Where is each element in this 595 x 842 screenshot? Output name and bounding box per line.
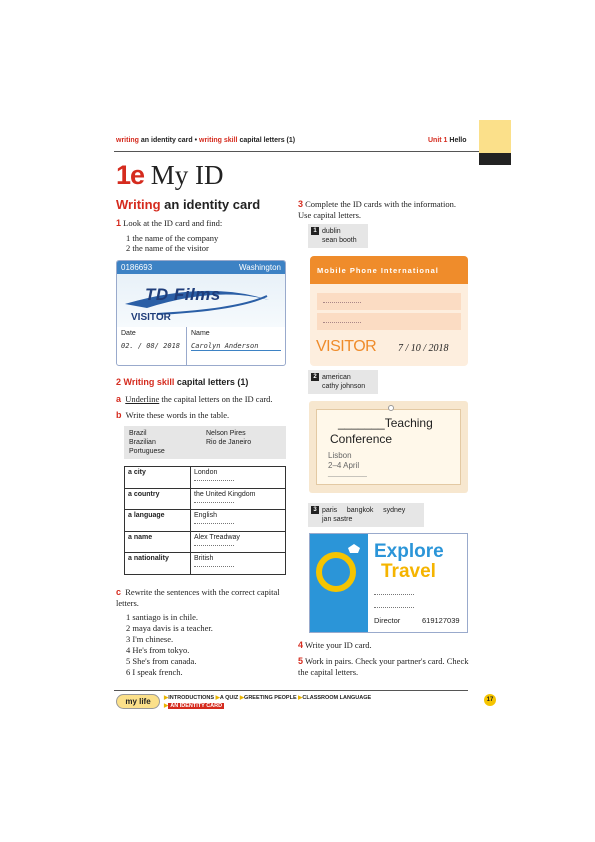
- header-bullet: •: [194, 137, 198, 144]
- et-line1: Explore: [374, 541, 444, 562]
- table-row: [125, 553, 286, 575]
- table-row: [125, 531, 286, 553]
- answer-blank[interactable]: [194, 476, 234, 481]
- tc-line1: Teaching: [384, 416, 433, 430]
- q4-number: 4: [298, 640, 304, 650]
- q2c-text: Rewrite the sentences with the correct capital letters.: [116, 587, 280, 608]
- table-label: a language: [125, 510, 191, 532]
- teaching-conference-card: [309, 401, 468, 493]
- my-life-badge: my life: [116, 694, 160, 709]
- tag-line: american: [322, 374, 351, 381]
- footer-nav-active: [164, 703, 224, 709]
- page-number: 17: [484, 694, 496, 706]
- header-skill: writing skill: [199, 137, 238, 144]
- lesson-title: My ID: [150, 160, 224, 190]
- footer-nav-item[interactable]: INTRODUCTIONS: [168, 695, 215, 701]
- triangle-icon: ▶: [164, 695, 169, 701]
- lanyard-hole-icon: [388, 405, 394, 411]
- tag-number: 3: [311, 506, 319, 514]
- info-tag-1: [308, 224, 368, 248]
- unit-label: [428, 137, 467, 144]
- mpi-card-title: Mobile Phone International: [310, 256, 468, 284]
- answer-blank[interactable]: [194, 498, 234, 503]
- q2a-underline: Underline: [125, 394, 160, 404]
- table-label: a country: [125, 488, 191, 510]
- header-skill-topic: capital letters (1): [239, 137, 296, 144]
- info-tag-3: [308, 503, 424, 527]
- table-value: Alex Treadway: [194, 533, 240, 541]
- tc-blank-2[interactable]: __________: [328, 470, 367, 477]
- triangle-icon: ▶: [215, 695, 220, 701]
- running-header: [116, 137, 295, 144]
- td-films-id-card: [116, 260, 286, 366]
- td-name-label: Name: [191, 330, 210, 337]
- sentence-item: 3 I'm chinese.: [126, 634, 174, 644]
- words-table: [124, 466, 286, 575]
- tag-line: sean booth: [322, 237, 357, 244]
- table-cell[interactable]: [191, 553, 286, 575]
- td-date-value: 02. / 08/ 2018: [121, 342, 181, 350]
- q2c: [116, 587, 296, 608]
- tag-line: jan sastre: [322, 516, 353, 523]
- section-heading: [116, 197, 260, 212]
- question-4: [298, 640, 372, 651]
- tc-dates: 2–4 April: [328, 461, 360, 470]
- table-cell[interactable]: [191, 531, 286, 553]
- tc-blank[interactable]: _______: [338, 416, 385, 430]
- table-label: a name: [125, 531, 191, 553]
- q2a-text: the capital letters on the ID card.: [161, 394, 273, 404]
- info-tag-2: [308, 370, 378, 394]
- word-item: Brazil: [129, 430, 147, 437]
- q1-item: 1 the name of the company: [126, 233, 219, 243]
- table-row: [125, 488, 286, 510]
- et-blank-2[interactable]: [374, 607, 414, 608]
- unit-title: Hello: [449, 137, 467, 144]
- sentence-item: 2 maya davis is a teacher.: [126, 623, 213, 633]
- td-card-city: Washington: [239, 263, 281, 272]
- answer-blank[interactable]: [194, 562, 234, 567]
- q1-text: Look at the ID card and find:: [123, 218, 223, 228]
- q1-number: 1: [116, 218, 122, 228]
- table-value: English: [194, 512, 217, 520]
- lesson-code: 1e: [116, 160, 145, 190]
- td-date-field: [117, 327, 187, 365]
- ring-logo-icon: [310, 534, 368, 632]
- table-label: a nationality: [125, 553, 191, 575]
- mpi-date: 7 / 10 / 2018: [398, 343, 449, 354]
- question-2: [116, 377, 248, 387]
- et-line2: Travel: [381, 561, 436, 582]
- header-writing: writing: [116, 137, 139, 144]
- explore-travel-id-card: [309, 533, 468, 633]
- footer-divider: [114, 690, 468, 691]
- table-value: the United Kingdom: [194, 490, 256, 498]
- mpi-visitor: VISITOR: [316, 338, 377, 355]
- q5-text: Work in pairs. Check your partner's card. Check the capital letters.: [298, 656, 469, 677]
- q2b-letter: b: [116, 410, 122, 420]
- footer-nav-item[interactable]: GREETING PEOPLE: [244, 695, 297, 701]
- answer-blank[interactable]: [194, 541, 234, 546]
- tag-line: cathy johnson: [322, 383, 366, 390]
- word-item: Brazilian: [129, 439, 156, 446]
- tc-card-inner: [316, 409, 461, 485]
- tag-line: paris bangkok sydney: [322, 507, 406, 514]
- table-row: [125, 467, 286, 489]
- q3-number: 3: [298, 199, 304, 209]
- question-1: [116, 218, 291, 229]
- triangle-icon: ▶: [239, 695, 245, 701]
- header-divider: [114, 151, 481, 152]
- mpi-field-2[interactable]: [317, 313, 461, 330]
- table-cell[interactable]: [191, 510, 286, 532]
- unit-tab-bar: [479, 153, 511, 165]
- et-card-logo-panel: [310, 534, 368, 632]
- td-card-fields: [117, 327, 285, 365]
- table-row: [125, 510, 286, 532]
- q2a-letter: a: [116, 394, 122, 404]
- q4-text: Write your ID card.: [305, 640, 372, 650]
- td-card-header: [117, 261, 285, 274]
- td-card-number: 0186693: [121, 263, 153, 272]
- q2-label: Writing skill: [123, 377, 175, 387]
- tag-number: 1: [311, 227, 319, 235]
- unit-tab: [479, 120, 511, 153]
- q2a: [116, 394, 273, 405]
- table-cell[interactable]: [191, 488, 286, 510]
- footer-nav: [164, 695, 371, 701]
- answer-blank[interactable]: [194, 519, 234, 524]
- page-title: [116, 160, 224, 191]
- q3-text: Complete the ID cards with the information. Use capital letters.: [298, 199, 456, 220]
- word-item: Portuguese: [129, 448, 165, 455]
- question-3: [298, 199, 468, 220]
- triangle-icon: ▶: [298, 695, 303, 701]
- q2b: [116, 410, 229, 421]
- word-item: Rio de Janeiro: [206, 439, 252, 446]
- footer-nav-active-item[interactable]: AN IDENTITY CARD: [170, 703, 223, 709]
- tag-number: 2: [311, 373, 319, 381]
- section-heading-red: Writing: [116, 197, 161, 212]
- table-cell[interactable]: [191, 467, 286, 489]
- td-name-field: [187, 327, 285, 365]
- td-card-visitor: VISITOR: [131, 312, 171, 323]
- sentence-item: 4 He's from tokyo.: [126, 645, 190, 655]
- td-date-label: Date: [121, 330, 136, 337]
- sentence-item: 6 I speak french.: [126, 667, 183, 677]
- mobile-phone-id-card: [310, 256, 468, 366]
- question-5: [298, 656, 470, 677]
- word-item: Nelson Pires: [206, 430, 246, 437]
- td-name-value: Carolyn Anderson: [191, 342, 281, 351]
- q2-number: 2: [116, 377, 122, 387]
- word-box: [124, 426, 286, 459]
- sentence-item: 1 santiago is in chile.: [126, 612, 199, 622]
- et-blank-1[interactable]: [374, 594, 414, 595]
- mpi-field-1[interactable]: [317, 293, 461, 310]
- header-topic: an identity card: [140, 137, 193, 144]
- td-card-logo-area: [117, 274, 285, 327]
- footer-nav-item[interactable]: A QUIZ: [219, 695, 239, 701]
- q1-item: 2 the name of the visitor: [126, 243, 209, 253]
- tag-line: dublin: [322, 228, 341, 235]
- et-role: Director: [374, 616, 401, 625]
- table-value: British: [194, 555, 214, 563]
- tc-city: Lisbon: [328, 451, 352, 460]
- unit-number: Unit 1: [428, 137, 448, 144]
- q2b-text: Write these words in the table.: [125, 410, 230, 420]
- sentence-item: 5 She's from canada.: [126, 656, 197, 666]
- q2c-letter: c: [116, 587, 122, 597]
- td-card-brand: TD Films: [145, 285, 221, 304]
- table-label: a city: [125, 467, 191, 489]
- q5-number: 5: [298, 656, 304, 666]
- tc-line2: Conference: [330, 432, 393, 446]
- footer-nav-item[interactable]: CLASSROOM LANGUAGE: [302, 695, 372, 701]
- triangle-icon: ▶: [164, 703, 169, 709]
- table-value: London: [194, 469, 218, 476]
- q2-title: capital letters (1): [176, 377, 249, 387]
- et-number: 619127039: [422, 616, 460, 625]
- section-heading-rest: an identity card: [164, 197, 261, 212]
